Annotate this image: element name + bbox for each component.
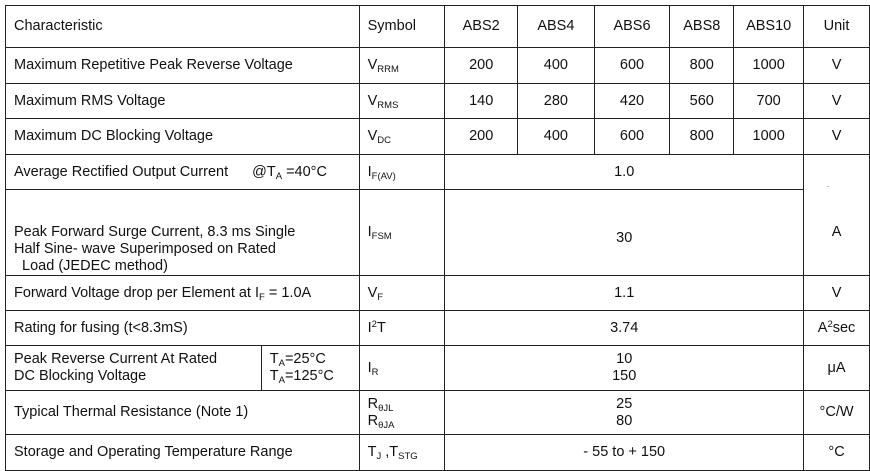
vdc-abs4: 400 [518,119,595,155]
vrms-abs4: 280 [518,84,595,119]
vdc-abs10: 1000 [734,119,804,155]
vrms-symbol: $V_{RMS}$ [359,84,445,119]
header-abs6: ABS6 [594,6,670,48]
ifsm-unit: A [804,190,870,276]
vrms-abs10: 700 [734,84,804,119]
vrrm-label: Maximum Repetitive Peak Reverse Voltage [6,48,360,84]
ifav-symbol: $I_{F(AV)}$ [359,155,445,190]
row-rth [6,391,870,435]
rth-unit: °C/W [804,391,870,435]
vf-value: 1.1 [445,276,804,311]
ir-unit: μA [804,346,870,391]
rth-symbol: $R_{\theta JL}$ $R_{\theta JA}$ [359,391,445,435]
row-vrrm [6,48,870,84]
ifsm-symbol: $I_{FSM}$ [359,190,445,276]
vrms-abs6: 420 [594,84,670,119]
vrrm-unit: V [804,48,870,84]
header-abs8: ABS8 [670,6,734,48]
header-abs10: ABS10 [734,6,804,48]
header-symbol: Symbol [359,6,445,48]
ir-conditions: $T_A=25^\circ C$ $T_A=125^\circ C$ [261,346,359,391]
vf-unit: V [804,276,870,311]
ifsm-value: 30 [445,190,804,276]
vdc-label: Maximum DC Blocking Voltage [6,119,360,155]
rth-label: Typical Thermal Resistance (Note 1) [6,391,360,435]
header-row [6,6,870,48]
vrms-abs8: 560 [670,84,734,119]
vrrm-abs8: 800 [670,48,734,84]
row-ifsm [6,190,870,276]
vdc-abs8: 800 [670,119,734,155]
ir-label: Peak Reverse Current At Rated DC Blocking Voltage [6,346,262,391]
row-vdc [6,119,870,155]
vrms-unit: V [804,84,870,119]
ifav-unit [804,155,870,190]
i2t-label: Rating for fusing (t<8.3mS) [6,311,360,346]
ifsm-label: Peak Forward Surge Current, 8.3 ms Single Half Sine- wave Superimposed on Rated Load (JEDEC method) [6,190,360,276]
vdc-unit: V [804,119,870,155]
vf-label: Forward Voltage drop per Element at $I_F = 1.0A$ [6,276,360,311]
vrrm-symbol: $V_{RRM}$ [359,48,445,84]
vrrm-abs2: 200 [445,48,518,84]
row-ifav [6,155,870,190]
rth-values: 25 80 [445,391,804,435]
header-abs4: ABS4 [518,6,595,48]
row-i2t [6,311,870,346]
vf-symbol: $V_F$ [359,276,445,311]
temp-unit: °C [804,435,870,471]
header-abs2: ABS2 [445,6,518,48]
vdc-symbol: $V_{DC}$ [359,119,445,155]
temp-label: Storage and Operating Temperature Range [6,435,360,471]
row-vrms [6,84,870,119]
header-characteristic: Characteristic [6,6,360,48]
vrrm-abs4: 400 [518,48,595,84]
ifav-label: Average Rectified Output Current $@T_A =40^\circ C$ [6,155,360,190]
i2t-value: 3.74 [445,311,804,346]
ir-values: 10 150 [445,346,804,391]
row-ir [6,346,870,391]
i2t-unit: $A^2\sec$ [804,311,870,346]
row-vf [6,276,870,311]
header-unit: Unit [804,6,870,48]
vrms-abs2: 140 [445,84,518,119]
vdc-abs2: 200 [445,119,518,155]
stray-mark: ˙ [827,185,830,195]
temp-symbol: $T_J$ $,T_{STG}$ [359,435,445,471]
row-temp [6,435,870,471]
specifications-table [5,5,870,471]
vrrm-abs6: 600 [594,48,670,84]
vrrm-abs10: 1000 [734,48,804,84]
vdc-abs6: 600 [594,119,670,155]
ifav-value: 1.0 [445,155,804,190]
temp-value: - 55 to + 150 [445,435,804,471]
ir-symbol: $I_R$ [359,346,445,391]
vrms-label: Maximum RMS Voltage [6,84,360,119]
i2t-symbol: $I^2T$ [359,311,445,346]
